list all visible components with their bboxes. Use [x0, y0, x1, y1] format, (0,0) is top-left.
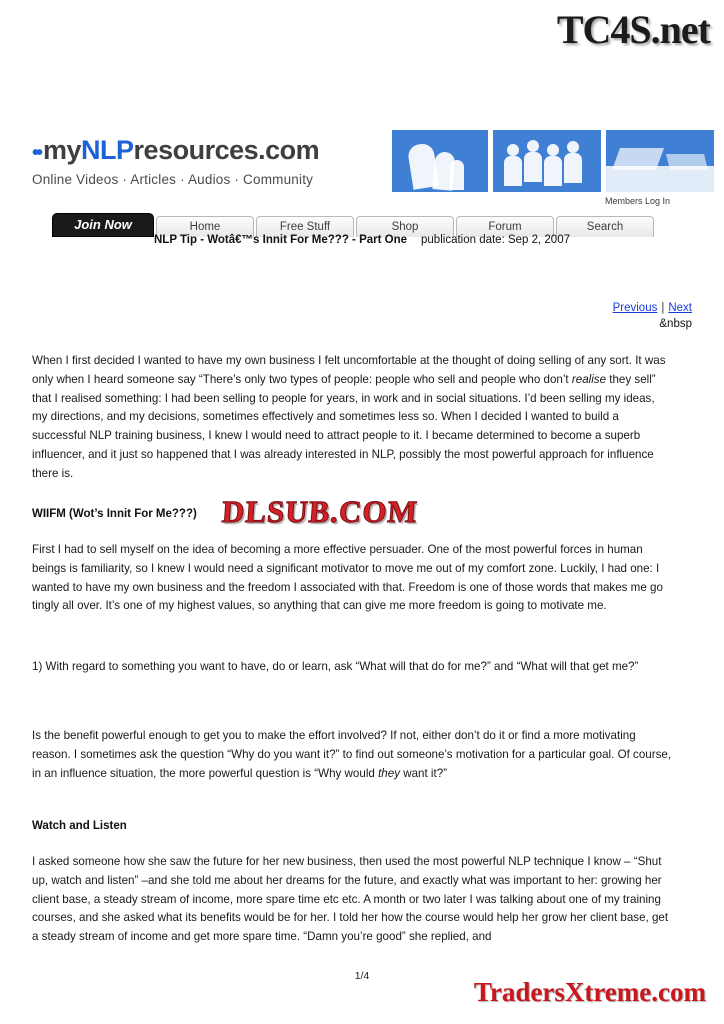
paragraph-2: First I had to sell myself on the idea of becoming a more effective persuader. One of the most powerful forces in human beings is familiarity, so I knew I would need a significant motivator to move me out of my comfort zone. Luckily, I had one: I wanted to have my own business and the freedom I associated with that. Freedom is one of those words that makes me go tingly all over. It’s one of my highest values, so anything that can give me more freedom is going to motivate me. [32, 543, 663, 613]
paragraph-1 [32, 352, 672, 483]
nav-item-free-stuff[interactable]: Free Stuff [256, 216, 354, 237]
article-pagination [613, 302, 692, 314]
nav-item-home[interactable]: Home [156, 216, 254, 237]
nav-item-shop[interactable]: Shop [356, 216, 454, 237]
paragraph-4-part-a: Is the benefit powerful enough to get you to make the effort involved? If not, either don’t do it or find a more motivating reason. I sometimes ask the question “Why do you want it?” to find out someone’s motivation for a particular goal. Of course, in an influence situation, the more powerful question is “Why would [32, 729, 672, 780]
article-header [0, 234, 724, 246]
article-title: NLP Tip - Wotâ€™s Innit For Me??? - Part One [154, 234, 408, 246]
previous-link[interactable]: Previous [612, 302, 658, 314]
subheading-watch-and-listen: Watch and Listen [32, 820, 127, 832]
logo-resources: resources.com [133, 135, 320, 165]
logo-my: my [43, 135, 82, 165]
banner-photo-strip [392, 130, 714, 192]
banner-photo-group [493, 130, 601, 192]
paragraph-1-emphasis: realise [571, 372, 607, 386]
paragraph-4 [32, 727, 672, 783]
pagination-separator: | [661, 302, 665, 314]
paragraph-1-part-a: When I first decided I wanted to have my own business I felt uncomfortable at the thought of doing selling of any sort. It was only when I heard someone say “There’s only two types of people: people who sell and people who don’t [32, 354, 666, 386]
paragraph-5: I asked someone how she saw the future for her new business, then used the most powerful NLP technique I know – “Shut up, watch and listen” –and she told me about her dreams for the future, and exactly what was important to her: growing her client base, a steady stream of income, more spare time etc etc. A month or two later I was talking about one of my training courses, and she asked what its benefits would be for her. I told her how the course would help her grow her client base, get a steady stream of income and get more spare time. “Damn you’re good” she replied, and [32, 855, 669, 944]
banner-photo-landscape [606, 130, 714, 192]
nav-join-now-button[interactable]: Join Now [52, 213, 154, 237]
logo-bullets-icon: •• [32, 142, 41, 164]
page-number: 1/4 [354, 970, 370, 982]
banner-photo-hand [392, 130, 488, 192]
paragraph-3-list-item: 1) With regard to something you want to have, do or learn, ask “What will that do for me?” and “What will that get me?” [32, 660, 639, 673]
nav-item-forum[interactable]: Forum [456, 216, 554, 237]
tradersxtreme-watermark: TradersXtreme.com [473, 977, 706, 1007]
members-login-link[interactable]: Members Log In [604, 196, 670, 206]
nav-item-search[interactable]: Search [556, 216, 654, 237]
nbsp-text: &nbsp [659, 318, 692, 330]
subheading-wiifm: WIIFM (Wot’s Innit For Me???) [32, 508, 197, 520]
site-logo[interactable] [32, 135, 377, 187]
logo-text [32, 135, 377, 166]
tc4s-watermark: TC4S.net [556, 7, 710, 52]
paragraph-4-part-b: want it?” [400, 766, 448, 780]
logo-nlp: NLP [81, 135, 134, 165]
site-tagline: Online Videos · Articles · Audios · Community [32, 172, 314, 187]
paragraph-1-part-b: they sell” that I realised something: I had been selling to people for years, in work and in social situations. I’d been selling my ideas, my directions, and my decisions, sometimes effectively and sometimes less so. When I decided I wanted to build a successful NLP training business, I knew I would need to attract people to it. I became determined to become a superb influencer, and it just so happened that I was already interested in NLP, possibly the most powerful approach for influence there is. [32, 372, 656, 480]
paragraph-4-emphasis: they [378, 766, 400, 780]
publication-date: publication date: Sep 2, 2007 [421, 234, 570, 246]
next-link[interactable]: Next [668, 302, 692, 314]
dlsub-watermark: DLSUB.COM [220, 494, 420, 529]
